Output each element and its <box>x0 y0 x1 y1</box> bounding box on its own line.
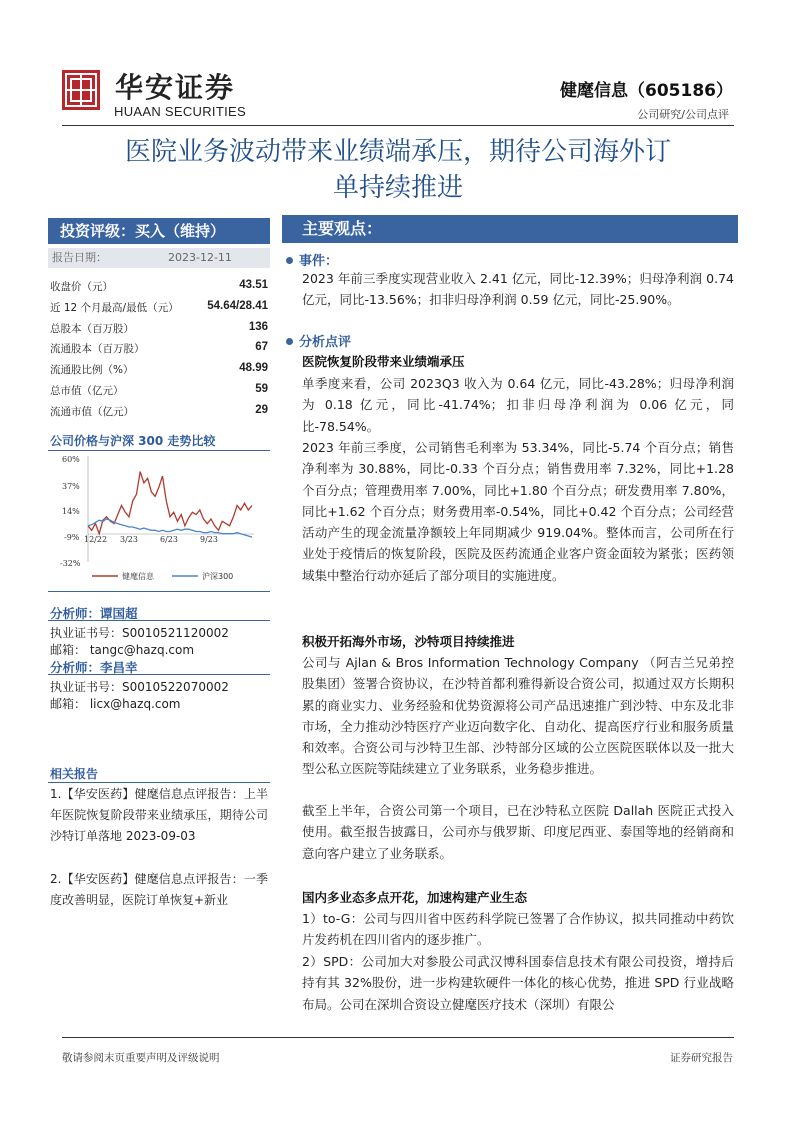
chart-title-underline <box>48 450 270 451</box>
investment-rating: 投资评级：买入（维持） <box>48 218 270 244</box>
analyst-label: 分析师：谭国超 <box>50 606 138 621</box>
section-subheading: 积极开拓海外市场，沙特项目持续推进 <box>302 634 515 649</box>
related-reports-title: 相关报告 <box>50 767 99 781</box>
footer-disclaimer: 敬请参阅末页重要声明及评级说明 <box>62 1052 220 1064</box>
legend-label: 健麾信息 <box>122 572 154 581</box>
series-line-jianhui <box>88 472 252 534</box>
stat-value: 136 <box>248 321 268 333</box>
price-comparison-chart <box>48 452 270 587</box>
stat-label: 总股本（百万股） <box>50 323 134 335</box>
analysis-heading <box>286 331 351 350</box>
stat-label: 近 12 个月最高/最低（元） <box>50 302 179 314</box>
stat-value: 29 <box>255 404 268 416</box>
y-tick-label: 14% <box>62 507 80 516</box>
chart-title: 公司价格与沪深 300 走势比较 <box>50 434 216 448</box>
report-title-line-1: 医院业务波动带来业绩端承压，期待公司海外订 <box>124 137 671 167</box>
bullet-icon <box>286 338 293 345</box>
body-paragraph: 1）to-G：公司与四川省中医药科学院已签署了合作协议，拟共同推动中药饮片发药机在四川省内的逐步推广。 <box>302 911 734 948</box>
footer-divider <box>62 1037 734 1038</box>
analyst-2-email[interactable]: 邮箱： licx@hazq.com <box>50 697 181 711</box>
report-date-value: 2023-12-11 <box>168 251 232 264</box>
section-subheading: 医院恢复阶段带来业绩端承压 <box>302 354 465 369</box>
stat-label: 流通股比例（%） <box>50 364 134 376</box>
body-paragraph: 公司与 Ajlan & Bros Information Technology Company （阿吉兰兄弟控股集团）签署合资协议，在沙特首都利雅得新设合资公司，拟通过双方长期积累的商业实力、业务经验和优势资源将公司产品迅速推广到沙特、中东及北非市场，全力推动沙特医疗产业迈向数字化、自动化、提高医疗行业和服务质量和效率。合资公司与沙特卫生部、沙特部分区域的公立医院医联体以及一批大型公私立医院等陆续建立了业务联系，业务稳步推进。 <box>302 655 734 777</box>
stat-value: 48.99 <box>239 362 268 374</box>
body-paragraph: 2023 年前三季度，公司销售毛利率为 53.34%，同比-5.74 个百分点；销售净利率为 30.88%，同比-0.33 个百分点；销售费用率 7.32%，同比+1.28 个百分点；管理费用率 7.00%，同比+1.80 个百分点；研发费用率 7.80%，同比+1.62 个百分点；财务费用率-0.54%，同比+0.42 个百分点；公司经营活动产生的现金流量净额较上年同期减少 919.04%。整体而言，公司所在行业处于疫情后的恢复阶段，医院及医药流通企业客户资金面较为紧张；医药领域集中整治行动亦延后了部分项目的实施进度。 <box>302 440 734 583</box>
stock-name: 健麾信息（605186） <box>560 81 733 101</box>
body-paragraph: 2）SPD：公司加大对参股公司武汉博科国泰信息技术有限公司投资，增持后持有其 32%股份，进一步构建软硬件一体化的核心优势，推进 SPD 行业战略布局。公司在深圳合资设立健麾医疗技术（深圳）有限公 <box>302 954 734 1012</box>
x-axis <box>84 535 218 544</box>
y-tick-label: -32% <box>60 559 81 568</box>
stat-value: 43.51 <box>239 279 268 291</box>
related-report-item[interactable]: 2.【华安医药】健麾信息点评报告：一季度改善明显，医院订单恢复+新业 <box>50 872 268 907</box>
analyst-1-cert: 执业证书号：S0010521120002 <box>50 626 229 640</box>
header-divider <box>62 125 734 126</box>
y-tick-label: 60% <box>62 455 80 464</box>
y-tick-label: -9% <box>64 533 80 542</box>
x-tick-label: 6/23 <box>160 535 178 544</box>
bullet-icon <box>286 257 293 264</box>
x-tick-label: 3/23 <box>120 535 138 544</box>
stat-label: 流通股本（百万股） <box>50 343 145 355</box>
stat-label: 收盘价（元） <box>50 281 113 293</box>
chart-bottom-line <box>48 591 270 592</box>
stat-row <box>50 321 268 337</box>
main-views-header: 主要观点： <box>282 215 738 243</box>
stat-value: 59 <box>255 383 268 395</box>
analyst-2-cert: 执业证书号：S0010522070002 <box>50 680 229 694</box>
stat-label: 总市值（亿元） <box>50 385 124 397</box>
event-heading <box>286 250 338 269</box>
y-axis <box>60 455 81 568</box>
stat-value: 54.64/28.41 <box>207 300 268 312</box>
footer-report-type: 证券研究报告 <box>670 1052 733 1064</box>
related-report-item[interactable]: 1.【华安医药】健麾信息点评报告：上半年医院恢复阶段带来业绩承压，期待公司沙特订单落地 2023-09-03 <box>50 787 268 843</box>
stat-row <box>50 383 268 399</box>
company-logo <box>62 70 100 110</box>
x-tick-label: 9/23 <box>200 535 218 544</box>
stat-row <box>50 362 268 378</box>
report-title-line-2: 单持续推进 <box>332 173 463 203</box>
logo-chinese-name: 华安证券 <box>115 71 236 104</box>
x-tick-label: 12/22 <box>84 535 108 544</box>
stat-row <box>50 300 268 316</box>
report-date-label: 报告日期： <box>52 251 107 264</box>
report-category: 公司研究/公司点评 <box>637 108 729 121</box>
y-tick-label: 37% <box>62 482 80 491</box>
stat-label: 流通市值（亿元） <box>50 406 134 418</box>
chart-legend <box>92 571 233 581</box>
body-paragraph: 截至上半年，合资公司第一个项目，已在沙特私立医院 Dallah 医院正式投入使用。截至报告披露日，公司亦与俄罗斯、印度尼西亚、泰国等地的经销商和意向客户建立了业务联系。 <box>302 803 734 861</box>
event-paragraph: 2023 年前三季度实现营业收入 2.41 亿元，同比-12.39%；归母净利润 0.74 亿元，同比-13.56%；扣非归母净利润 0.59 亿元，同比-25.90%。 <box>302 271 734 308</box>
analyst-divider <box>48 620 270 621</box>
report-date <box>48 248 270 268</box>
analyst-divider <box>48 674 270 675</box>
analysis-heading-text: 分析点评 <box>299 335 352 350</box>
logo-english-name: HUAAN SECURITIES <box>114 104 246 119</box>
analyst-1-email[interactable]: 邮箱： tangc@hazq.com <box>50 643 195 657</box>
body-paragraph: 单季度来看，公司 2023Q3 收入为 0.64 亿元，同比-43.28%；归母净利润为 0.18 亿元，同比-41.74%；扣非归母净利润为 0.06 亿元，同比-78.54%。 <box>302 376 734 434</box>
stat-row <box>50 279 268 295</box>
stat-row <box>50 404 268 420</box>
stat-value: 67 <box>255 341 268 353</box>
section-subheading: 国内多业态多点开花，加速构建产业生态 <box>302 890 528 905</box>
stat-row <box>50 341 268 357</box>
legend-label: 沪深300 <box>202 572 234 581</box>
event-heading-text: 事件： <box>299 254 339 269</box>
analyst-label: 分析师：李昌幸 <box>50 660 138 675</box>
related-title-underline <box>48 782 270 783</box>
